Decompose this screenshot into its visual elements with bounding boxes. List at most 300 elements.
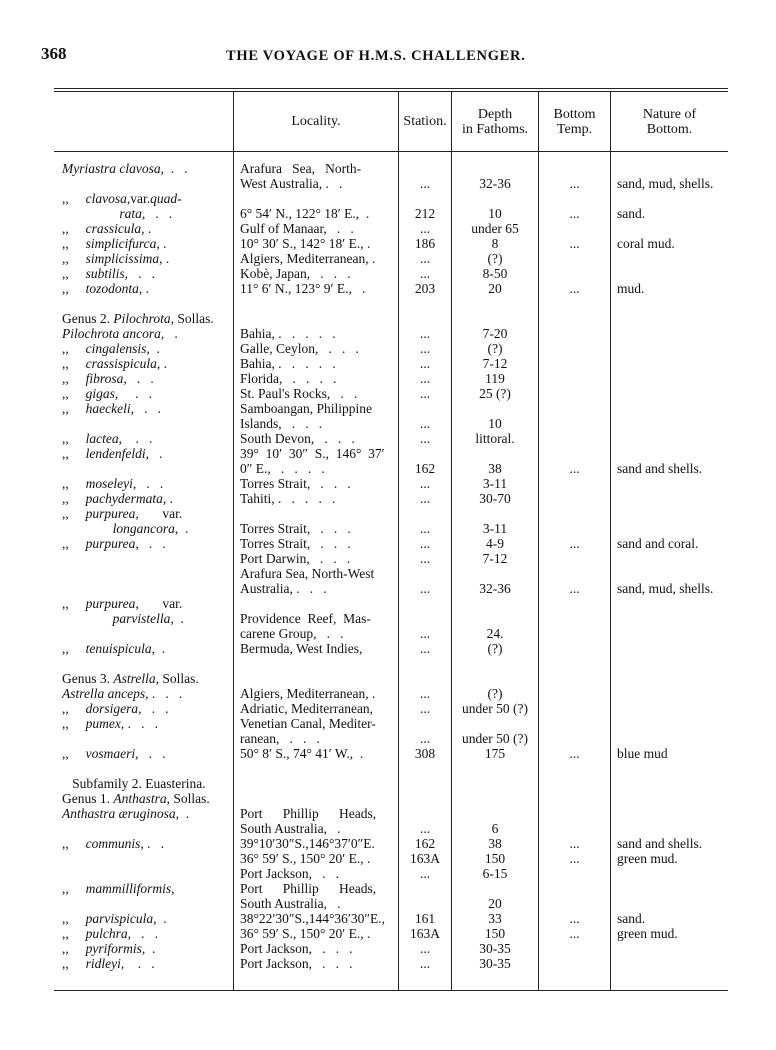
bottom-temp-cell: ... (569, 851, 580, 866)
taxon-italic: rata, (119, 206, 146, 221)
species-name (62, 611, 232, 626)
taxon-italic: mammilliformis, (85, 881, 175, 896)
depth-cell: 3-11 (482, 521, 508, 536)
taxon-italic: Myriastra clavosa, (62, 161, 164, 176)
header-depth-line: in Fathoms. (461, 122, 529, 137)
name-text: ,, (62, 506, 86, 521)
species-name (62, 356, 232, 371)
name-text: ,, (62, 956, 86, 971)
bottom-temp-cell: ... (569, 176, 580, 191)
name-text: . . (133, 401, 161, 416)
taxon-italic: pyriformis, (85, 941, 146, 956)
species-name (62, 596, 232, 611)
running-title: THE VOYAGE OF H.M.S. CHALLENGER. (226, 48, 526, 64)
locality-cell: Port Phillip Heads, (240, 881, 377, 896)
name-text: . (173, 611, 184, 626)
taxon-italic: fibrosa, (85, 371, 127, 386)
depth-cell: 8 (491, 236, 499, 251)
depth-cell: 6-15 (482, 866, 508, 881)
depth-cell: 150 (484, 926, 506, 941)
bottom-nature-cell: sand, mud, shells. (617, 176, 714, 191)
name-text: . . (145, 206, 173, 221)
taxon-italic: gigas, (85, 386, 119, 401)
bottom-temp-cell: ... (569, 746, 580, 761)
species-name (62, 431, 232, 446)
name-text: ,, (62, 341, 86, 356)
depth-cell: 10 (488, 416, 502, 431)
taxon-italic: haeckeli, (85, 401, 134, 416)
bottom-temp-cell: ... (569, 236, 580, 251)
taxon-italic: subtilis, (85, 266, 129, 281)
station-cell: ... (419, 266, 431, 281)
name-text: . (155, 641, 166, 656)
name-text: . . (124, 956, 155, 971)
station-cell: ... (419, 176, 431, 191)
name-text: . . . (124, 716, 158, 731)
locality-cell: Algiers, Mediterranean, . (240, 251, 376, 266)
name-text: var. (138, 506, 183, 521)
name-text (62, 521, 113, 536)
name-text: ,, (62, 281, 86, 296)
depth-cell: 33 (488, 911, 502, 926)
depth-cell: 30-70 (479, 491, 511, 506)
species-name (62, 266, 232, 281)
taxon-italic: tenuispicula, (85, 641, 155, 656)
name-text: ,, (62, 941, 86, 956)
locality-cell: Torres Strait, . . . (240, 521, 351, 536)
name-text: Sollas. (170, 791, 210, 806)
station-cell: ... (419, 431, 431, 446)
locality-cell: Australia, . . . (240, 581, 327, 596)
bottom-nature-cell: mud. (617, 281, 645, 296)
taxon-italic: cingalensis, (85, 341, 150, 356)
locality-cell: 50° 8′ S., 74° 41′ W., . (240, 746, 364, 761)
header-bottom-temp (539, 107, 610, 137)
taxon-italic: Astrella, (113, 671, 159, 686)
species-name (62, 221, 232, 236)
taxon-italic: purpurea, (85, 506, 139, 521)
locality-cell: 36° 59′ S., 150° 20′ E., . (240, 926, 371, 941)
bottom-temp-cell: ... (569, 281, 580, 296)
name-text: . (179, 806, 190, 821)
locality-cell: Port Darwin, . . . (240, 551, 351, 566)
name-text: ,, (62, 251, 86, 266)
species-name (62, 686, 232, 701)
station-cell: ... (419, 356, 431, 371)
station-cell: ... (419, 956, 431, 971)
station-cell: 163A (410, 926, 440, 941)
name-text: . . (141, 701, 169, 716)
bottom-nature-cell: sand and coral. (617, 536, 699, 551)
depth-cell: 150 (484, 851, 506, 866)
station-cell: ... (419, 491, 431, 506)
name-text: ,, (62, 836, 86, 851)
bottom-nature-cell: blue mud (617, 746, 668, 761)
depth-cell: 119 (485, 371, 505, 386)
bottom-temp-cell: ... (569, 536, 580, 551)
species-name (62, 521, 232, 536)
taxon-italic: pachydermata, (85, 491, 167, 506)
name-text: ,, (62, 236, 86, 251)
species-name (62, 746, 232, 761)
depth-cell: 20 (488, 896, 502, 911)
station-cell: ... (419, 521, 431, 536)
depth-cell: 7-12 (482, 551, 508, 566)
name-text: . (164, 326, 178, 341)
depth-cell: 25 (?) (479, 386, 511, 401)
name-text: . (156, 911, 167, 926)
name-text: ,, (62, 356, 86, 371)
bottom-nature-cell: sand. (617, 911, 646, 926)
bottom-nature-cell: sand and shells. (617, 836, 703, 851)
name-text: Genus 3. (62, 671, 114, 686)
name-text: . (145, 941, 156, 956)
species-name (62, 401, 232, 416)
taxon-italic: clavosa, (85, 191, 131, 206)
taxon-italic: crassicula, (85, 221, 145, 236)
taxon-italic: quad- (150, 191, 182, 206)
header-depth (452, 107, 538, 137)
name-text: . . (164, 161, 188, 176)
station-cell: ... (419, 476, 431, 491)
name-text: ,, (62, 371, 86, 386)
bottom-temp-cell: ... (569, 581, 580, 596)
name-text: Sollas. (174, 311, 214, 326)
depth-cell: 8-50 (482, 266, 508, 281)
name-text: ,, (62, 746, 86, 761)
depth-cell: 6 (491, 821, 499, 836)
locality-cell: Bahia, . . . . . (240, 356, 336, 371)
species-name (62, 671, 232, 686)
name-text: ,, (62, 536, 86, 551)
name-text: ,, (62, 911, 86, 926)
taxon-italic: moseleyi, (85, 476, 137, 491)
locality-cell: Port Jackson, . . . (240, 941, 353, 956)
locality-cell: 10° 30′ S., 142° 18′ E., . (240, 236, 371, 251)
taxon-italic: pulchra, (85, 926, 131, 941)
taxon-italic: dorsigera, (85, 701, 142, 716)
locality-cell: Bahia, . . . . . (240, 326, 336, 341)
locality-cell: 6° 54′ N., 122° 18′ E., . (240, 206, 370, 221)
species-name (62, 191, 232, 206)
station-cell: ... (419, 941, 431, 956)
taxon-italic: purpurea, (85, 596, 139, 611)
locality-cell: Port Jackson, . . (240, 866, 339, 881)
station-cell: ... (419, 221, 431, 236)
bottom-temp-cell: ... (569, 836, 580, 851)
locality-cell: Florida, . . . . (240, 371, 337, 386)
name-text: ,, (62, 926, 86, 941)
depth-cell: 38 (488, 461, 502, 476)
name-text: . (159, 236, 167, 251)
station-cell: ... (419, 371, 431, 386)
taxon-italic: purpurea, (85, 536, 139, 551)
taxon-italic: tozodonta, (85, 281, 143, 296)
depth-cell: 7-12 (482, 356, 508, 371)
name-text (62, 206, 119, 221)
name-text: . (144, 221, 152, 236)
locality-cell: Port Jackson, . . . (240, 956, 353, 971)
bottom-temp-cell: ... (569, 926, 580, 941)
name-text: Genus 2. (62, 311, 114, 326)
station-cell: 308 (414, 746, 436, 761)
header-depth-line: Depth (477, 107, 513, 122)
page-number: 368 (41, 44, 67, 63)
depth-cell: (?) (487, 341, 503, 356)
bottom-nature-cell: sand, mud, shells. (617, 581, 714, 596)
taxon-italic: simplicissima, (85, 251, 163, 266)
name-text: ,, (62, 641, 86, 656)
locality-cell: St. Paul's Rocks, . . (240, 386, 358, 401)
name-text: ,, (62, 431, 86, 446)
locality-cell: Arafura Sea, North- (240, 161, 362, 176)
taxon-italic: Anthastra, (113, 791, 171, 806)
locality-cell: 38°22′30″S.,144°36′30″E., (240, 911, 385, 926)
taxon-italic: Pilochrota ancora, (62, 326, 165, 341)
bottom-temp-cell: ... (569, 206, 580, 221)
header-nature-of-bottom (611, 107, 728, 137)
taxon-italic: lactea, (85, 431, 122, 446)
depth-cell: 4-9 (486, 536, 504, 551)
header-temp-line: Temp. (556, 122, 593, 137)
locality-cell: 36° 59′ S., 150° 20′ E., . (240, 851, 371, 866)
locality-cell: Torres Strait, . . . (240, 476, 351, 491)
depth-cell: (?) (487, 641, 503, 656)
locality-cell: Algiers, Mediterranean, . (240, 686, 376, 701)
station-cell: ... (419, 341, 431, 356)
name-text: . . (122, 431, 153, 446)
species-name (62, 341, 232, 356)
name-text: . (148, 446, 163, 461)
locality-cell: Kobè, Japan, . . . (240, 266, 351, 281)
species-name (62, 776, 232, 791)
locality-cell: Bermuda, West Indies, (240, 641, 363, 656)
locality-cell: Samboangan, Philippine (240, 401, 372, 416)
locality-cell: carene Group, . . (240, 626, 344, 641)
locality-cell: South Devon, . . . (240, 431, 355, 446)
locality-cell: Providence Reef, Mas- (240, 611, 371, 626)
species-name (62, 206, 232, 221)
table-top-rule (54, 88, 728, 89)
name-text: var. (130, 191, 151, 206)
locality-cell: Torres Strait, . . . (240, 536, 351, 551)
taxon-italic: parvispicula, (85, 911, 157, 926)
station-cell: ... (419, 866, 431, 881)
station-cell: ... (419, 701, 431, 716)
header-locality: Locality. (291, 114, 341, 129)
species-name (62, 326, 232, 341)
station-cell: ... (419, 686, 431, 701)
station-cell: ... (419, 581, 431, 596)
station-cell: ... (419, 536, 431, 551)
name-text: . . (126, 371, 154, 386)
locality-cell: 0″ E., . . . . (240, 461, 325, 476)
name-text: ,, (62, 386, 86, 401)
bottom-nature-cell: green mud. (617, 851, 678, 866)
depth-cell: 3-11 (482, 476, 508, 491)
name-text: ,, (62, 596, 86, 611)
depth-cell: 30-35 (479, 941, 511, 956)
name-text: . (149, 341, 160, 356)
species-name (62, 386, 232, 401)
bottom-nature-cell: sand. (617, 206, 646, 221)
bottom-temp-cell: ... (569, 911, 580, 926)
bottom-temp-cell: ... (569, 461, 580, 476)
name-text: var. (138, 596, 183, 611)
header-nature-line: Bottom. (646, 122, 693, 137)
species-name (62, 536, 232, 551)
locality-cell: Tahiti, . . . . . (240, 491, 336, 506)
station-cell: ... (419, 386, 431, 401)
species-name (62, 491, 232, 506)
taxon-italic: Astrella anceps, (62, 686, 149, 701)
species-name (62, 446, 232, 461)
column-divider (610, 91, 611, 990)
name-text: . . (131, 926, 158, 941)
taxon-italic: longancora, (112, 521, 179, 536)
name-text (62, 611, 113, 626)
species-name (62, 641, 232, 656)
species-name (62, 836, 232, 851)
name-text: . . (138, 536, 166, 551)
taxon-italic: communis, (85, 836, 144, 851)
locality-cell: Port Phillip Heads, (240, 806, 377, 821)
column-divider (233, 91, 234, 990)
station-cell: ... (419, 626, 431, 641)
depth-cell: 24. (486, 626, 504, 641)
station-cell: ... (419, 326, 431, 341)
locality-cell: Adriatic, Mediterranean, (240, 701, 374, 716)
depth-cell: 30-35 (479, 956, 511, 971)
name-text: . (162, 251, 170, 266)
station-cell: 162 (414, 836, 436, 851)
bottom-nature-cell: coral mud. (617, 236, 675, 251)
species-name (62, 251, 232, 266)
depth-cell: under 50 (?) (462, 731, 528, 746)
species-name (62, 281, 232, 296)
depth-cell: (?) (487, 251, 503, 266)
station-cell: 203 (414, 281, 436, 296)
name-text: . (178, 521, 189, 536)
depth-cell: 38 (488, 836, 502, 851)
species-name (62, 701, 232, 716)
species-name (62, 506, 232, 521)
name-text: . . (143, 836, 164, 851)
locality-cell: 39°10′30″S.,146°37′0″E. (240, 836, 375, 851)
locality-cell: 11° 6′ N., 123° 9′ E., . (240, 281, 366, 296)
name-text: . (166, 491, 173, 506)
station-cell: 212 (414, 206, 436, 221)
name-text: ,, (62, 401, 86, 416)
locality-cell: South Australia, . (240, 821, 341, 836)
depth-cell: littoral. (475, 431, 515, 446)
header-station: Station. (403, 114, 447, 129)
species-name (62, 911, 232, 926)
depth-cell: 7-20 (482, 326, 508, 341)
name-text: ,, (62, 716, 86, 731)
name-text: ,, (62, 266, 86, 281)
name-text: ,, (62, 476, 86, 491)
name-text: . . (138, 746, 166, 761)
name-text: . (142, 281, 150, 296)
species-name (62, 806, 232, 821)
name-text: ,, (62, 881, 86, 896)
taxon-italic: simplicifurca, (85, 236, 160, 251)
taxon-italic: parvistella, (112, 611, 174, 626)
station-cell: 163A (410, 851, 440, 866)
station-cell: 161 (414, 911, 436, 926)
taxon-italic: lendenfeldi, (85, 446, 149, 461)
header-temp-line: Bottom (553, 107, 596, 122)
bottom-nature-cell: sand and shells. (617, 461, 703, 476)
name-text: ,, (62, 221, 86, 236)
depth-cell: under 50 (?) (462, 701, 528, 716)
taxon-italic: crassispicula, (85, 356, 161, 371)
depth-cell: 32-36 (479, 581, 511, 596)
species-name (62, 791, 232, 806)
name-text: ,, (62, 491, 86, 506)
station-cell: ... (419, 821, 431, 836)
species-name (62, 236, 232, 251)
locality-cell: South Australia, . (240, 896, 341, 911)
taxon-italic: ridleyi, (85, 956, 125, 971)
header-bottom-rule (54, 151, 728, 152)
station-cell: ... (419, 416, 431, 431)
depth-cell: 20 (488, 281, 502, 296)
station-cell: ... (419, 251, 431, 266)
species-name (62, 161, 232, 176)
species-name (62, 371, 232, 386)
table-top-rule-inner (54, 91, 728, 92)
name-text: Sollas. (159, 671, 199, 686)
depth-cell: under 65 (471, 221, 519, 236)
station-cell: ... (419, 641, 431, 656)
depth-cell: 32-36 (479, 176, 511, 191)
station-cell: 162 (414, 461, 436, 476)
species-name (62, 716, 232, 731)
locality-cell: West Australia, . . (240, 176, 343, 191)
table-bottom-rule (54, 990, 728, 991)
name-text: ,, (62, 191, 86, 206)
name-text: . (160, 356, 168, 371)
locality-cell: Galle, Ceylon, . . . (240, 341, 359, 356)
species-name (62, 941, 232, 956)
locality-cell: Gulf of Manaar, . . (240, 221, 354, 236)
name-text: . . (136, 476, 164, 491)
depth-cell: 175 (484, 746, 506, 761)
species-name (62, 881, 232, 896)
species-name (62, 926, 232, 941)
taxon-italic: vosmaeri, (85, 746, 139, 761)
station-cell: ... (419, 731, 431, 746)
locality-cell: Islands, . . . (240, 416, 323, 431)
name-text: ,, (62, 701, 86, 716)
taxon-italic: pumex, (85, 716, 125, 731)
name-text: Subfamily 2. Euasterina. (62, 776, 206, 791)
locality-cell: Arafura Sea, North-West (240, 566, 375, 581)
depth-cell: (?) (487, 686, 503, 701)
name-text: . . (118, 386, 153, 401)
name-text: . . (128, 266, 156, 281)
name-text: . . . (148, 686, 183, 701)
taxon-italic: Pilochrota, (113, 311, 174, 326)
locality-cell: 39° 10′ 30″ S., 146° 37′ (240, 446, 385, 461)
depth-cell: 10 (488, 206, 502, 221)
station-cell: 186 (414, 236, 436, 251)
locality-cell: Venetian Canal, Mediter- (240, 716, 376, 731)
header-nature-line: Nature of (642, 107, 697, 122)
species-name (62, 956, 232, 971)
